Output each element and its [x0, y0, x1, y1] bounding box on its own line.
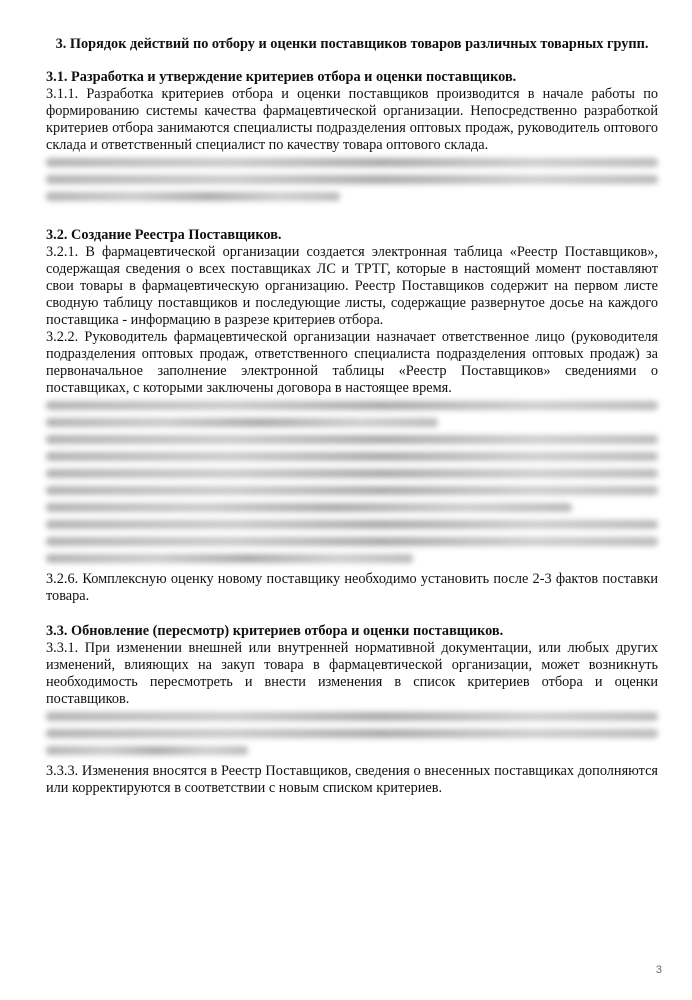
paragraph-3-1-1: 3.1.1. Разработка критериев отбора и оценки поставщиков производится в начале работы по формированию системы качества фармацевтической организации. Непосредственно разработкой критериев отбора занимаются специалисты подразделения оптовых продаж, руководитель оптового склада и ответственный специалист по качеству товара оптового склада. [46, 86, 658, 153]
paragraph-3-3-3: 3.3.3. Изменения вносятся в Реестр Поставщиков, сведения о внесенных поставщиках дополняются или корректируются в соответствии с новым списком критериев. [46, 763, 658, 796]
blurred-text-block [46, 712, 658, 755]
section-3-2-heading: 3.2. Создание Реестра Поставщиков. [46, 227, 282, 243]
paragraph-3-3-1: 3.3.1. При изменении внешней или внутренней нормативной документации, или любых других изменений, влияющих на закуп товара в фармацевтической организации, может возникнуть необходимость пересмотреть и внести изменения в список критериев отбора и оценки поставщиков. [46, 640, 658, 707]
blurred-text-block [46, 401, 658, 563]
section-3-1-heading: 3.1. Разработка и утверждение критериев отбора и оценки поставщиков. [46, 69, 517, 85]
section-3-3-heading: 3.3. Обновление (пересмотр) критериев отбора и оценки поставщиков. [46, 623, 504, 639]
page-number: 3 [655, 964, 662, 976]
paragraph-3-2-6: 3.2.6. Комплексную оценку новому поставщику необходимо установить после 2-3 фактов поставки товара. [46, 571, 658, 604]
paragraph-3-2-2: 3.2.2. Руководитель фармацевтической организации назначает ответственное лицо (руководителя подразделения оптовых продаж, ответственного специалиста подразделения оптовых продаж) за первоначальное заполнение электронной таблицы «Реестр Поставщиков» сведениями о поставщиках, с которыми заключены договора в настоящее время. [46, 329, 658, 396]
document-title: 3. Порядок действий по отбору и оценки поставщиков товаров различных товарных групп. [55, 36, 649, 52]
paragraph-3-2-1: 3.2.1. В фармацевтической организации создается электронная таблица «Реестр Поставщиков», содержащая сведения о всех поставщиках ЛС и ТРТГ, которые в настоящий момент поставляют свои товары в фармацевтическую организацию. Реестр Поставщиков содержит на первом листе сводную таблицу поставщиков и последующие листы, содержащие развернутое досье на каждого поставщика - информацию в разрезе критериев отбора. [46, 244, 658, 328]
document-page [46, 36, 658, 797]
blurred-text-block [46, 158, 658, 201]
